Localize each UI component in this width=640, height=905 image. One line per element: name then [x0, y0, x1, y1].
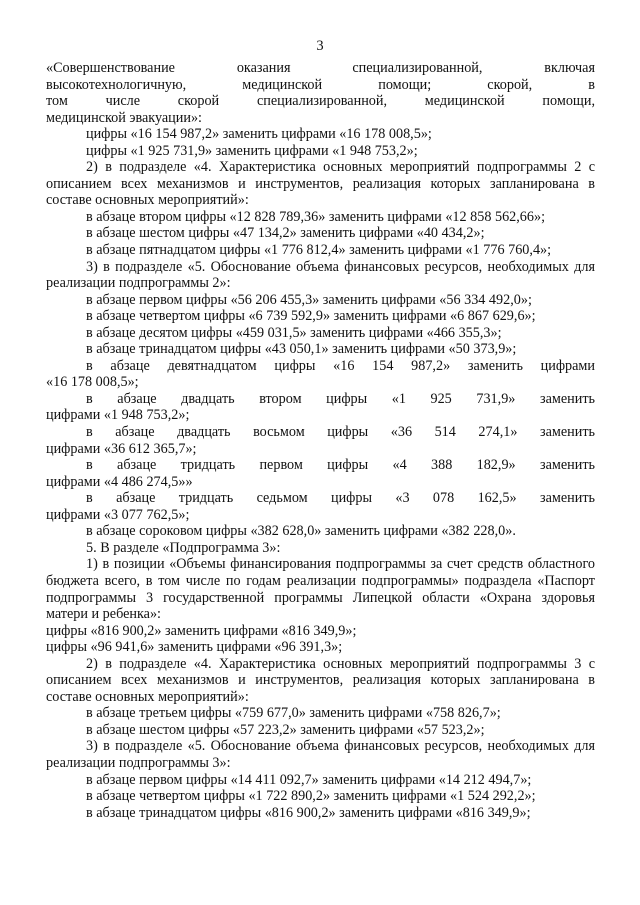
paragraph: в абзаце четвертом цифры «6 739 592,9» заменить цифрами «6 867 629,6»;: [86, 308, 536, 325]
paragraph: в абзаце шестом цифры «47 134,2» заменить цифрами «40 434,2»;: [86, 225, 485, 242]
paragraph: в абзаце девятнадцатом цифры «16 154 987,2» заменить цифрами «16 178 008,5»;: [46, 357, 595, 391]
paragraph: в абзаце четвертом цифры «1 722 890,2» заменить цифрами «1 524 292,2»;: [86, 788, 536, 805]
paragraph: «Совершенствование оказания специализированной, включая высокотехнологичную, медицинской помощи; скорой, в том числе скорой специализированной, медицинской помощи, медицинской эвакуации»:: [46, 60, 595, 126]
paragraph: в абзаце первом цифры «14 411 092,7» заменить цифрами «14 212 494,7»;: [86, 771, 532, 788]
paragraph: в абзаце тридцать седьмом цифры «3 078 162,5» заменить цифрами «3 077 762,5»;: [46, 490, 595, 523]
paragraph: 2) в подразделе «4. Характеристика основных мероприятий подпрограммы 2 с описанием всех механизмов и инструментов, реализация которых запланирована в составе основных мероприятий»:: [46, 159, 595, 209]
paragraph: в абзаце тридцать первом цифры «4 388 182,9» заменить цифрами «4 486 274,5»»: [46, 457, 595, 490]
document-body: [46, 60, 595, 821]
paragraph: в абзаце двадцать втором цифры «1 925 731,9» заменить цифрами «1 948 753,2»;: [46, 390, 595, 424]
paragraph: в абзаце тринадцатом цифры «816 900,2» заменить цифрами «816 349,9»;: [86, 804, 531, 821]
page-number: 3: [316, 38, 324, 54]
paragraph: в абзаце третьем цифры «759 677,0» заменить цифрами «758 826,7»;: [86, 705, 501, 722]
paragraph: в абзаце втором цифры «12 828 789,36» заменить цифрами «12 858 562,66»;: [86, 208, 546, 225]
paragraph: цифры «1 925 731,9» заменить цифрами «1 948 753,2»;: [86, 142, 418, 159]
paragraph: 5. В разделе «Подпрограмма 3»:: [86, 539, 281, 556]
paragraph: в абзаце пятнадцатом цифры «1 776 812,4» заменить цифрами «1 776 760,4»;: [86, 242, 552, 259]
paragraph: 3) в подразделе «5. Обоснование объема финансовых ресурсов, необходимых для реализации подпрограммы 3»:: [46, 738, 595, 771]
paragraph: цифры «16 154 987,2» заменить цифрами «16 178 008,5»;: [86, 126, 432, 143]
paragraph: цифры «816 900,2» заменить цифрами «816 349,9»;: [46, 622, 357, 639]
paragraph: 3) в подразделе «5. Обоснование объема финансовых ресурсов, необходимых для реализации подпрограммы 2»:: [46, 258, 595, 292]
paragraph: цифры «96 941,6» заменить цифрами «96 391,3»;: [46, 639, 343, 656]
paragraph: в абзаце сороковом цифры «382 628,0» заменить цифрами «382 228,0».: [86, 523, 516, 540]
paragraph: в абзаце тринадцатом цифры «43 050,1» заменить цифрами «50 373,9»;: [86, 341, 517, 358]
paragraph: в абзаце первом цифры «56 206 455,3» заменить цифрами «56 334 492,0»;: [86, 291, 532, 308]
paragraph: в абзаце двадцать восьмом цифры «36 514 274,1» заменить цифрами «36 612 365,7»;: [46, 424, 595, 457]
paragraph: 2) в подразделе «4. Характеристика основных мероприятий подпрограммы 3 с описанием всех механизмов и инструментов, реализация которых запланирована в составе основных мероприятий»:: [46, 655, 595, 705]
paragraph: в абзаце десятом цифры «459 031,5» заменить цифрами «466 355,3»;: [86, 324, 502, 341]
paragraph: 1) в позиции «Объемы финансирования подпрограммы за счет средств областного бюджета всего, в том числе по годам реализации подпрограммы» подраздела «Паспорт подпрограммы 3 государственной программы Липецкой области «Охрана здоровья матери и ребенка»:: [46, 556, 595, 623]
paragraph: в абзаце шестом цифры «57 223,2» заменить цифрами «57 523,2»;: [86, 721, 485, 738]
